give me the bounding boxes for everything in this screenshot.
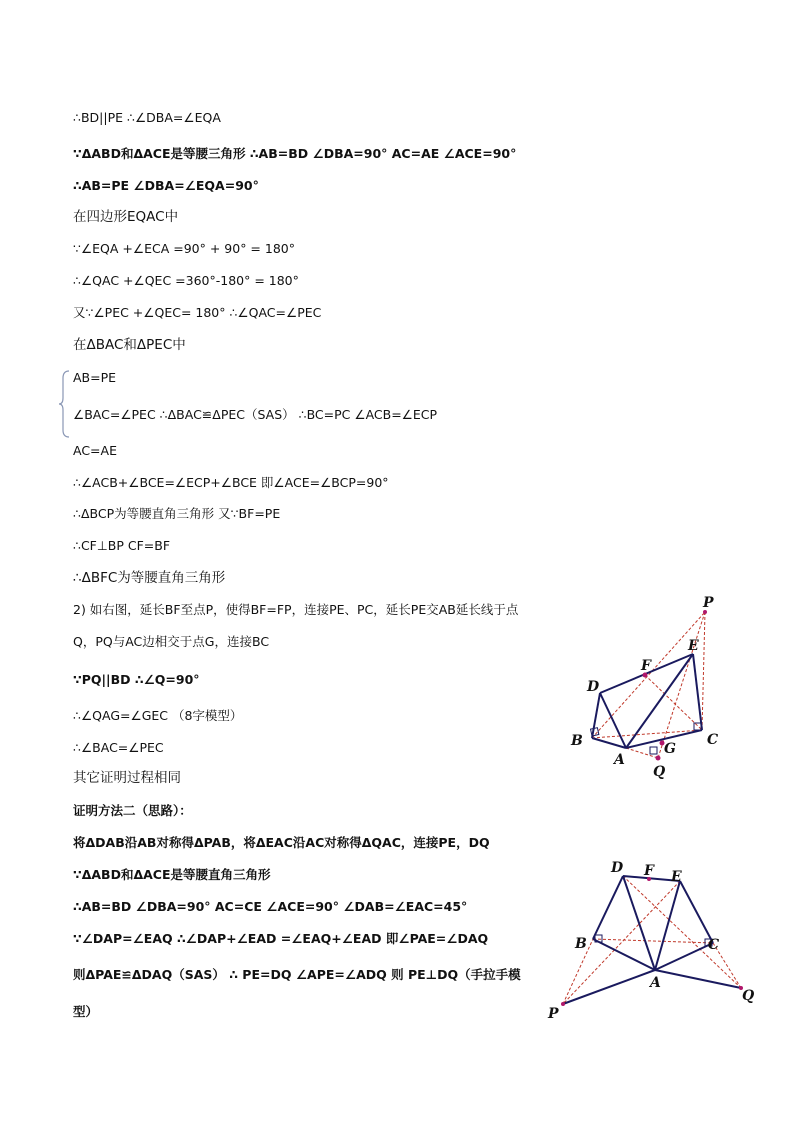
text-line-21: 其它证明过程相同 [73, 770, 181, 786]
text-line-6: ∴∠QAC +∠QEC =360°-180° = 180° [73, 273, 299, 288]
text-line-11: AC=AE [73, 443, 117, 458]
text-line-14: ∴CF⊥BP CF=BF [73, 538, 171, 553]
text-line-27: 则ΔPAE≌ΔDAQ（SAS） ∴ PE=DQ ∠APE=∠ADQ 则 PE⊥DQ（手拉手模 [73, 967, 521, 982]
text-line-16: 2) 如右图，延长BF至点P，使得BF=FP，连接PE、PC，延长PE交AB延长线于点 [73, 602, 519, 617]
figure2-label-D: D [611, 860, 624, 876]
figure1-aux-lines [592, 612, 705, 758]
figure1-label-A: A [614, 752, 625, 768]
figure1-label-Q: Q [653, 764, 666, 780]
text-line-9: AB=PE [73, 370, 117, 385]
text-line-15: ∴ΔBFC为等腰直角三角形 [73, 570, 226, 586]
text-line-17: Q，PQ与AC边相交于点G，连接BC [73, 634, 270, 649]
figure1-right-angle-Q [650, 747, 657, 754]
text-line-20: ∴∠BAC=∠PEC [73, 740, 164, 755]
geometry-figure-2 [545, 855, 775, 1030]
text-line-7: 又∵∠PEC +∠QEC= 180° ∴∠QAC=∠PEC [73, 305, 322, 320]
geometry-figure-1 [560, 590, 760, 790]
figure1-label-P: P [703, 595, 714, 611]
text-line-22: 证明方法二（思路）： [73, 803, 192, 818]
figure1-label-F: F [641, 658, 651, 674]
text-line-5: ∵∠EQA +∠ECA =90° + 90° = 180° [73, 241, 295, 256]
text-line-2: ∵ΔABD和ΔACE是等腰三角形 ∴AB=BD ∠DBA=90° AC=AE ∠ACE=90° [73, 146, 517, 161]
figure2-point-P [561, 1002, 565, 1006]
text-line-18: ∵PQ||BD ∴∠Q=90° [73, 672, 200, 687]
figure1-label-D: D [587, 679, 600, 695]
figure1-point-Q [656, 756, 661, 761]
text-line-13: ∴ΔBCP为等腰直角三角形 又∵BF=PE [73, 506, 281, 521]
figure1-label-B: B [571, 733, 583, 749]
text-line-8: 在ΔBAC和ΔPEC中 [73, 337, 186, 353]
figure2-label-Q: Q [742, 988, 755, 1004]
figure1-right-angle-B [591, 728, 599, 736]
text-line-10: ∠BAC=∠PEC ∴ΔBAC≌ΔPEC（SAS） ∴BC=PC ∠ACB=∠ECP [73, 407, 438, 422]
text-line-26: ∵∠DAP=∠EAQ ∴∠DAP+∠EAD =∠EAQ+∠EAD 即∠PAE=∠DAQ [73, 931, 489, 946]
figure2-label-E: E [671, 869, 682, 885]
figure1-right-angle-C [694, 723, 701, 730]
text-line-25: ∴AB=BD ∠DBA=90° AC=CE ∠ACE=90° ∠DAB=∠EAC=45° [73, 899, 468, 914]
text-line-4: 在四边形EQAC中 [73, 209, 179, 225]
figure2-label-C: C [708, 937, 720, 953]
figure1-label-C: C [707, 732, 719, 748]
text-line-24: ∵ΔABD和ΔACE是等腰直角三角形 [73, 867, 271, 882]
figure1-label-E: E [688, 638, 699, 654]
figure2-label-F: F [644, 863, 654, 879]
text-line-23: 将ΔDAB沿AB对称得ΔPAB，将ΔEAC沿AC对称得ΔQAC，连接PE，DQ [73, 835, 490, 850]
text-line-19: ∴∠QAG=∠GEC （8字模型） [73, 708, 243, 723]
text-line-3: ∴AB=PE ∠DBA=∠EQA=90° [73, 178, 259, 193]
text-line-12: ∴∠ACB+∠BCE=∠ECP+∠BCE 即∠ACE=∠BCP=90° [73, 475, 389, 490]
figure2-label-P: P [548, 1006, 559, 1022]
figure2-label-A: A [650, 975, 661, 991]
text-line-1: ∴BD||PE ∴∠DBA=∠EQA [73, 110, 221, 125]
figure2-label-B: B [575, 936, 587, 952]
figure1-label-G: G [664, 741, 676, 757]
brace-symbol [58, 370, 70, 438]
text-line-28: 型） [73, 1004, 99, 1019]
